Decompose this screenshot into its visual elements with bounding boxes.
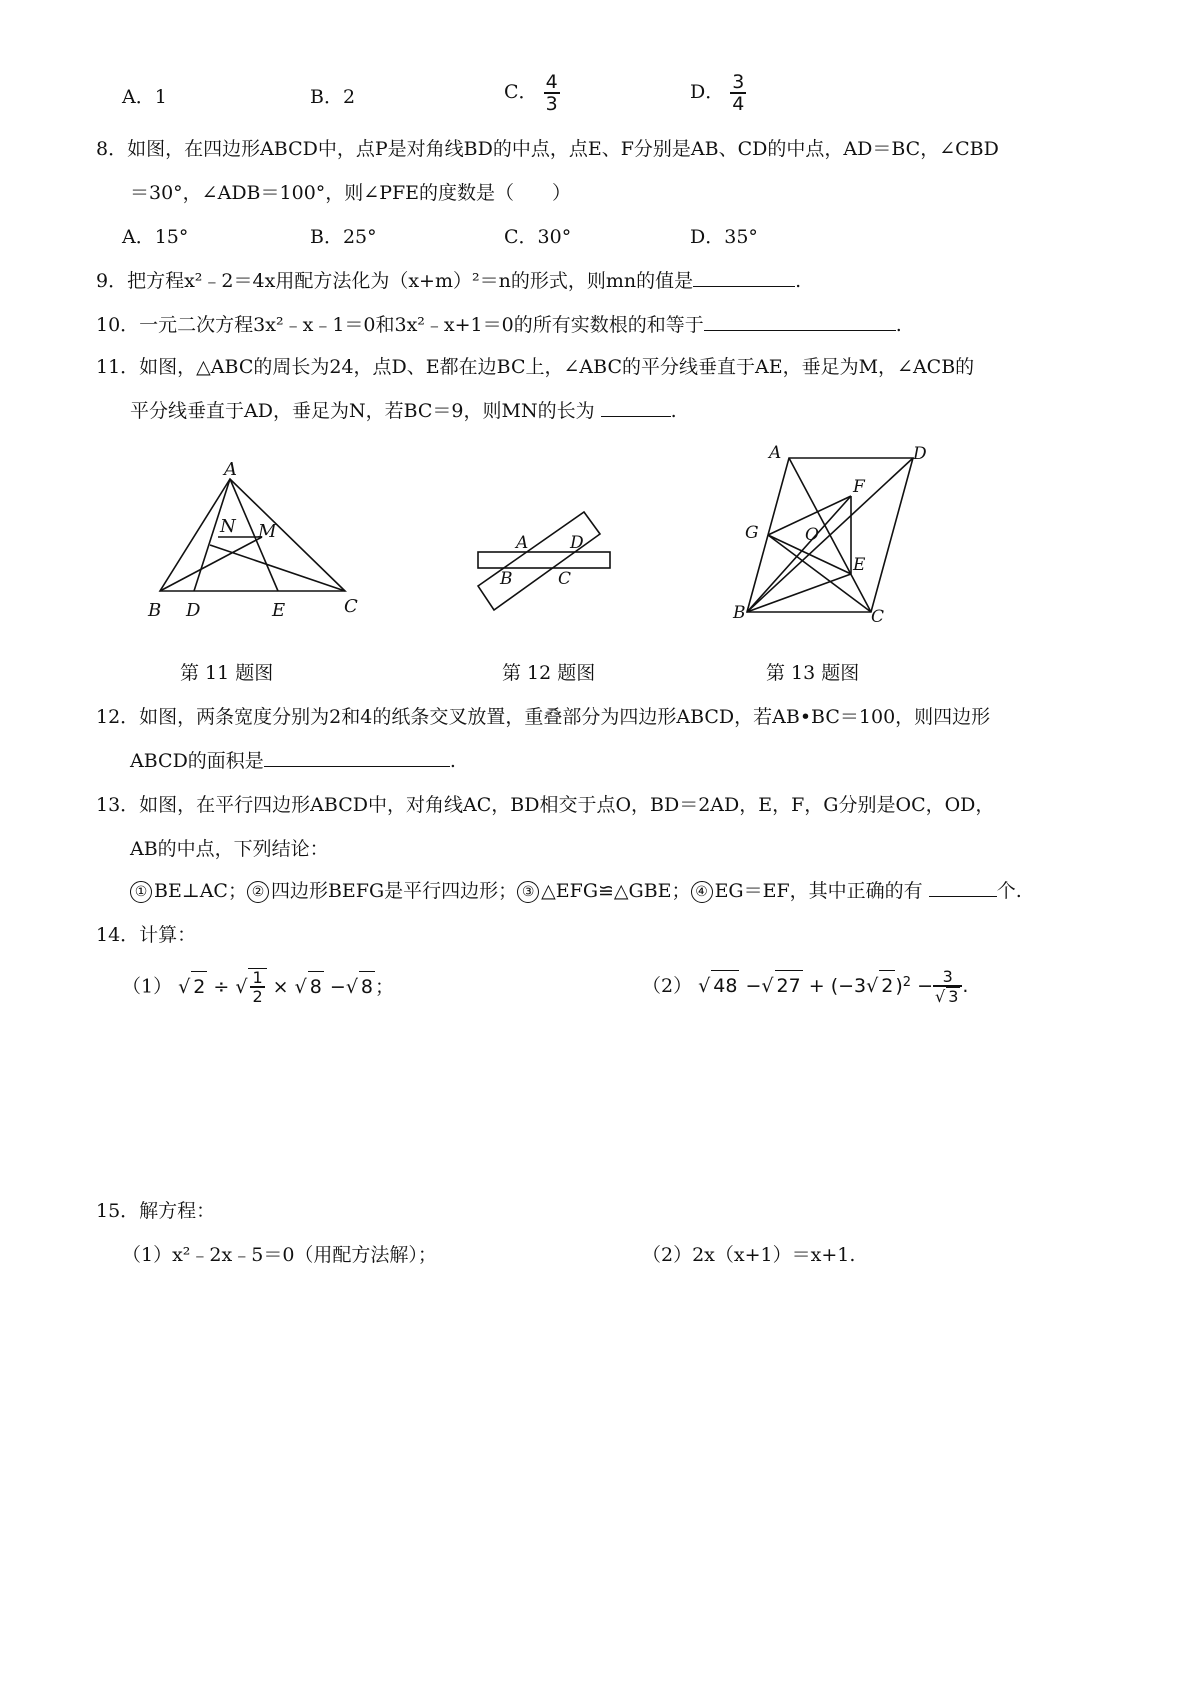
q13-line-1: 13．如图，在平行四边形ABCD中，对角线AC，BD相交于点O，BD＝2AD，E，F，G分别是OC，OD， [96,794,995,816]
answer-blank[interactable] [601,398,671,417]
label-D: D [570,533,584,553]
label-M: M [258,521,277,542]
expression-2: √ 48 −√ 27 + (−3√ 2 )$^2$ − $\frac{3}{√ 3}$ . [698,967,969,1006]
q10-line: 10．一元二次方程3x²﹣x﹣1＝0和3x²﹣x+1＝0的所有实数根的和等于 . [96,314,902,336]
q14-title: 14．计算： [96,924,197,946]
label-O: O [805,525,819,545]
figure-13-parallelogram [725,440,945,630]
label-C: C [558,569,572,589]
circled-number-3: ③ [517,881,539,903]
answer-blank[interactable] [264,748,450,767]
label-F: F [853,477,865,497]
label-B: B [148,600,162,621]
q12-line-2: ABCD的面积是 . [130,750,456,772]
answer-blank[interactable] [704,312,896,331]
figure-12-paper-strips [470,500,620,620]
circled-number-4: ④ [691,881,713,903]
label-D: D [913,444,927,464]
q14-part-2: （2） √ 48 −√ 27 + (−3√ 2 )$^2$ − $\frac{3}{√ 3}$ . [642,967,969,1006]
figure-11-triangle [140,455,380,630]
q8-option-c: C．30° [504,226,572,248]
label-A: A [769,443,782,463]
q7-option-b: B．2 [310,86,356,108]
expression-1: √ 2 ÷ √ $\frac{1}{2}$ × √ 8 −√ 8 ； [178,968,395,1006]
circled-number-1: ① [130,881,152,903]
figure-11-caption: 第 11 题图 [180,662,274,684]
label-A: A [516,533,529,553]
circled-number-2: ② [247,881,269,903]
answer-blank[interactable] [693,268,795,287]
q7-option-a: A．1 [122,86,167,108]
q15-title: 15．解方程： [96,1200,216,1222]
label-E: E [853,555,866,575]
label-G: G [745,523,759,543]
label-C: C [344,596,358,617]
q13-line-2: AB的中点，下列结论： [130,838,329,860]
q15-part-1: （1）x²﹣2x﹣5＝0（用配方法解）； [122,1244,437,1266]
label-B: B [733,603,746,623]
q11-line-1: 11．如图，△ABC的周长为24，点D、E都在边BC上，∠ABC的平分线垂直于AE，垂足为M，∠ACB的 [96,356,975,378]
q14-part-1: （1） √ 2 ÷ √ $\frac{1}{2}$ × √ 8 −√ 8 ； [122,968,395,1006]
q12-line-1: 12．如图，两条宽度分别为2和4的纸条交叉放置，重叠部分为四边形ABCD，若AB•BC＝100，则四边形 [96,706,991,728]
label-D: D [186,600,201,621]
q7-option-d: D． $\frac{3}{4}$ [690,71,745,115]
label-B: B [500,569,513,589]
figure-13-caption: 第 13 题图 [766,662,860,684]
q8-line-1: 8．如图，在四边形ABCD中，点P是对角线BD的中点，点E、F分别是AB、CD的中点，AD＝BC，∠CBD [96,138,999,160]
q7-option-c: C． $\frac{4}{3}$ [504,71,558,115]
fraction-four-thirds: $\frac{4}{3}$ [545,71,558,115]
q8-option-b: B．25° [310,226,377,248]
q8-line-2: ＝30°，∠ADB＝100°，则∠PFE的度数是（ ） [130,182,572,204]
q8-option-a: A．15° [122,226,189,248]
q15-part-2: （2）2x（x+1）＝x+1. [642,1244,856,1266]
label-E: E [272,600,286,621]
figure-12-caption: 第 12 题图 [502,662,596,684]
q11-line-2: 平分线垂直于AD，垂足为N，若BC＝9，则MN的长为 . [130,400,677,422]
label-N: N [220,516,236,537]
label-A: A [224,459,237,480]
q9-line: 9．把方程x²﹣2＝4x用配方法化为（x+m）²＝n的形式，则mn的值是 . [96,270,802,292]
label-C: C [871,607,885,627]
answer-blank[interactable] [929,878,997,897]
fraction-three-fourths: $\frac{3}{4}$ [732,71,745,115]
q8-option-d: D．35° [690,226,758,248]
q13-conclusions: ① BE⊥AC； ② 四边形BEFG是平行四边形； ③ △EFG≌△GBE； ④ EG＝EF，其中正确的有 个. [130,876,1022,906]
